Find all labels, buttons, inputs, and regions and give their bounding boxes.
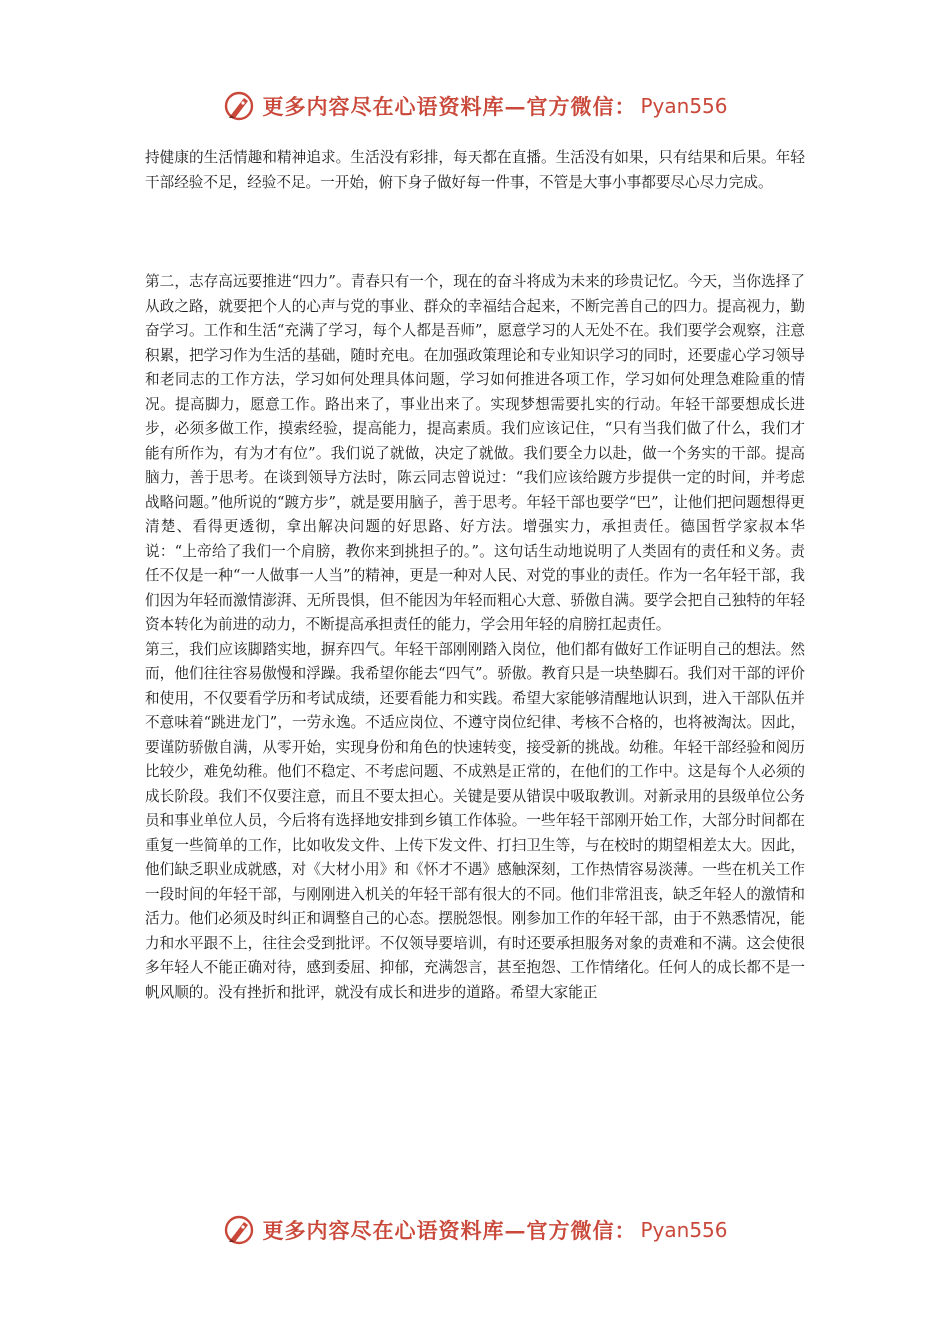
paragraph-second: 第二，志存高远要推进“四力”。青春只有一个，现在的奋斗将成为未来的珍贵记忆。今天，当你选择了从政之路，就要把个人的心声与党的事业、群众的幸福结合起来，不断完善自己的四力。提高视力，勤奋学习。工作和生活“充满了学习，每个人都是吾师”，愿意学习的人无处不在。我们要学会观察，注意积累，把学习作为生活的基础，随时充电。在加强政策理论和专业知识学习的同时，还要虚心学习领导和老同志的工作方法，学习如何处理具体问题，学习如何推进各项工作，学习如何处理急难险重的情况。提高脚力，愿意工作。路出来了，事业出来了。实现梦想需要扎实的行动。年轻干部要想成长进步，必须多做工作，摸索经验，提高能力，提高素质。我们应该记住，“只有当我们做了什么，我们才能有所作为，有为才有位”。我们说了就做，决定了就做。我们要全力以赴，做一个务实的干部。提高脑力，善于思考。在谈到领导方法时，陈云同志曾说过：“我们应该给踱方步提供一定的时间，并考虑战略问题。”他所说的“踱方步”，就是要用脑子，善于思考。年轻干部也要学“巴”，让他们把问题想得更清楚、看得更透彻，拿出解决问题的好思路、好方法。增强实力，承担责任。德国哲学家叔本华说：“上帝给了我们一个肩膀，教你来到挑担子的。”。这句话生动地说明了人类固有的责任和义务。责任不仅是一种“一人做事一人当”的精神，更是一种对人民、对党的事业的责任。作为一名年轻干部，我们因为年轻而激情澎湃、无所畏惧，但不能因为年轻而粗心大意、骄傲自满。要学会把自己独特的年轻资本转化为前进的动力，不断提高承担责任的能力，学会用年轻的肩膀扛起责任。 [145,273,805,633]
watermark-text: 更多内容尽在心语资料库—官方微信： [262,1218,637,1243]
paragraph-main-block [145,270,805,1005]
paragraph-intro-block [145,146,805,195]
header-watermark-banner [0,86,950,126]
watermark-wechat-id: Pyan556 [640,1218,728,1242]
footer-watermark-banner [0,1210,950,1250]
pen-nib-logo-icon [222,1213,256,1247]
watermark-wechat-id: Pyan556 [640,94,728,118]
paragraph-intro: 持健康的生活情趣和精神追求。生活没有彩排，每天都在直播。生活没有如果，只有结果和后果。年轻干部经验不足，经验不足。一开始，俯下身子做好每一件事，不管是大事小事都要尽心尽力完成。 [145,149,805,191]
watermark-text: 更多内容尽在心语资料库—官方微信： [262,94,637,119]
paragraph-third: 第三，我们应该脚踏实地，摒弃四气。年轻干部刚刚踏入岗位，他们都有做好工作证明自己的想法。然而，他们往往容易傲慢和浮躁。我希望你能去“四气”。骄傲。教育只是一块垫脚石。我们对干部的评价和使用，不仅要看学历和考试成绩，还要看能力和实践。希望大家能够清醒地认识到，进入干部队伍并不意味着“跳进龙门”，一劳永逸。不适应岗位、不遵守岗位纪律、考核不合格的，也将被淘汰。因此，要谨防骄傲自满，从零开始，实现身份和角色的快速转变，接受新的挑战。幼稚。年轻干部经验和阅历比较少，难免幼稚。他们不稳定、不考虑问题、不成熟是正常的，在他们的工作中。这是每个人必须的成长阶段。我们不仅要注意，而且不要太担心。关键是要从错误中吸取教训。对新录用的县级单位公务员和事业单位人员，今后将有选择地安排到乡镇工作体验。一些年轻干部刚开始工作，大部分时间都在重复一些简单的工作，比如收发文件、上传下发文件、打扫卫生等，与在校时的期望相差太大。因此，他们缺乏职业成就感，对《大材小用》和《怀才不遇》感触深刻，工作热情容易淡薄。一些在机关工作一段时间的年轻干部，与刚刚进入机关的年轻干部有很大的不同。他们非常沮丧，缺乏年轻人的激情和活力。他们必须及时纠正和调整自己的心态。摆脱怨恨。刚参加工作的年轻干部，由于不熟悉情况，能力和水平跟不上，往往会受到批评。不仅领导要培训，有时还要承担服务对象的责难和不满。这会使很多年轻人不能正确对待，感到委屈、抑郁，充满怨言，甚至抱怨、工作情绪化。任何人的成长都不是一帆风顺的。没有挫折和批评，就没有成长和进步的道路。希望大家能正 [145,640,805,1001]
pen-nib-logo-icon [222,89,256,123]
